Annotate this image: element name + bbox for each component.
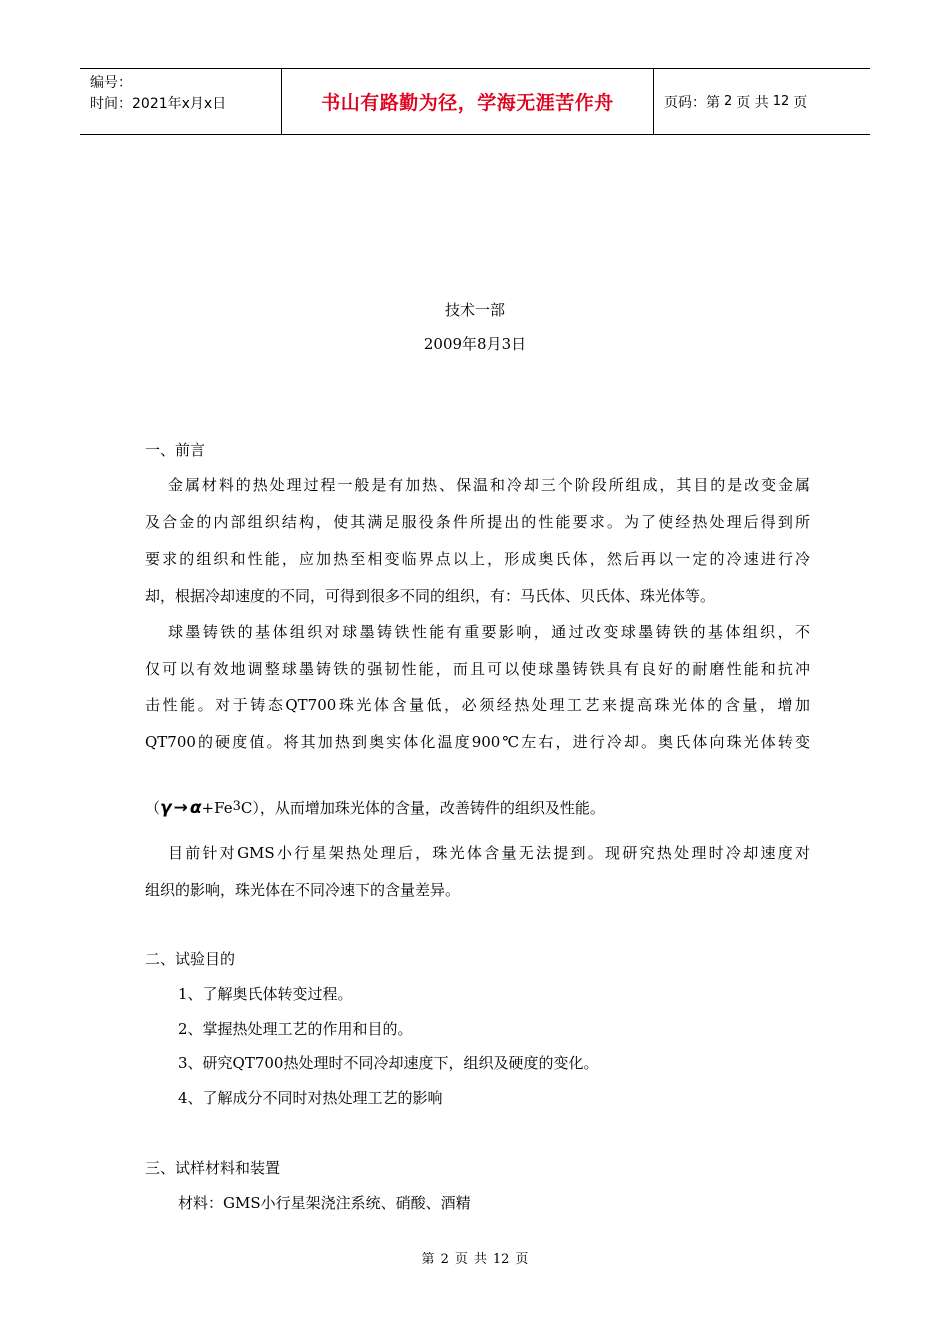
footer-gong: 共	[473, 1252, 487, 1267]
section2-heading: 二、试验目的	[145, 950, 236, 968]
number-label: 编号：	[90, 75, 132, 91]
footer-current: 2	[440, 1252, 449, 1267]
document-header	[80, 68, 870, 135]
header-page-info	[654, 69, 870, 134]
footer-di: 第	[421, 1252, 435, 1267]
materials-line: 材料：GMS小行星架浇注系统、硝酸、酒精	[178, 1194, 471, 1212]
department: 技术一部	[444, 301, 505, 319]
list-item: 1、了解奥氏体转变过程。	[178, 985, 353, 1003]
transformation-formula	[145, 797, 810, 818]
page-suffix: 页	[793, 94, 808, 111]
formula-fe: +Fe	[201, 799, 233, 817]
date-label: 时间：2021年x月x日	[90, 96, 227, 112]
footer-total: 12	[492, 1252, 510, 1267]
page-footer	[0, 1248, 950, 1267]
page-mid: 页 共	[736, 94, 769, 111]
footer-ye-end: 页	[515, 1252, 529, 1267]
section3-heading: 三、试样材料和装置	[145, 1159, 281, 1177]
formula-rest: ，从而增加珠光体的含量，改善铸件的组织及性能。	[259, 799, 605, 817]
paragraph-line: 要求的组织和性能，应加热至相变临界点以上，形成奥氏体，然后再以一定的冷速进行冷	[145, 550, 810, 568]
paragraph-line: QT700的硬度值。将其加热到奥实体化温度900℃左右，进行冷却。奥氏体向珠光体转变	[145, 733, 810, 751]
arrow-icon: →	[173, 798, 188, 818]
paragraph-line: 球墨铸铁的基体组织对球墨铸铁性能有重要影响，通过改变球墨铸铁的基体组织，不	[168, 623, 810, 641]
section1-heading: 一、前言	[145, 441, 206, 459]
page-total: 12	[772, 94, 790, 109]
formula-three: 3	[232, 799, 241, 814]
gamma-symbol: γ	[160, 798, 172, 818]
formula-open: （	[145, 799, 161, 817]
list-item: 3、研究QT700热处理时不同冷却速度下，组织及硬度的变化。	[178, 1054, 599, 1072]
paragraph-line: 目前针对GMS小行星架热处理后，珠光体含量无法提到。现研究热处理时冷却速度对	[168, 844, 810, 862]
footer-ye: 页	[454, 1252, 468, 1267]
report-date: 2009年8月3日	[423, 335, 527, 353]
paragraph-line: 组织的影响，珠光体在不同冷速下的含量差异。	[145, 881, 461, 899]
list-item: 4、了解成分不同时对热处理工艺的影响	[178, 1089, 443, 1107]
paragraph-line: 仅可以有效地调整球墨铸铁的强韧性能，而且可以使球墨铸铁具有良好的耐磨性能和抗冲	[145, 660, 810, 678]
page-current: 2	[724, 94, 733, 109]
header-meta	[80, 69, 281, 134]
paragraph-line: 金属材料的热处理过程一般是有加热、保温和冷却三个阶段所组成，其目的是改变金属	[168, 476, 810, 494]
alpha-symbol: α	[189, 798, 202, 818]
header-motto: 书山有路勤为径，学海无涯苦作舟	[281, 69, 654, 134]
paragraph-line: 及合金的内部组织结构，使其满足服役条件所提出的性能要求。为了使经热处理后得到所	[145, 513, 810, 531]
paragraph-line: 却，根据冷却速度的不同，可得到很多不同的组织，有：马氏体、贝氏体、珠光体等。	[145, 587, 716, 605]
paragraph-line: 击性能。对于铸态QT700珠光体含量低，必须经热处理工艺来提高珠光体的含量，增加	[145, 696, 810, 714]
formula-c: C）	[240, 799, 260, 817]
list-item: 2、掌握热处理工艺的作用和目的。	[178, 1020, 413, 1038]
page-prefix: 页码：第	[664, 94, 720, 111]
